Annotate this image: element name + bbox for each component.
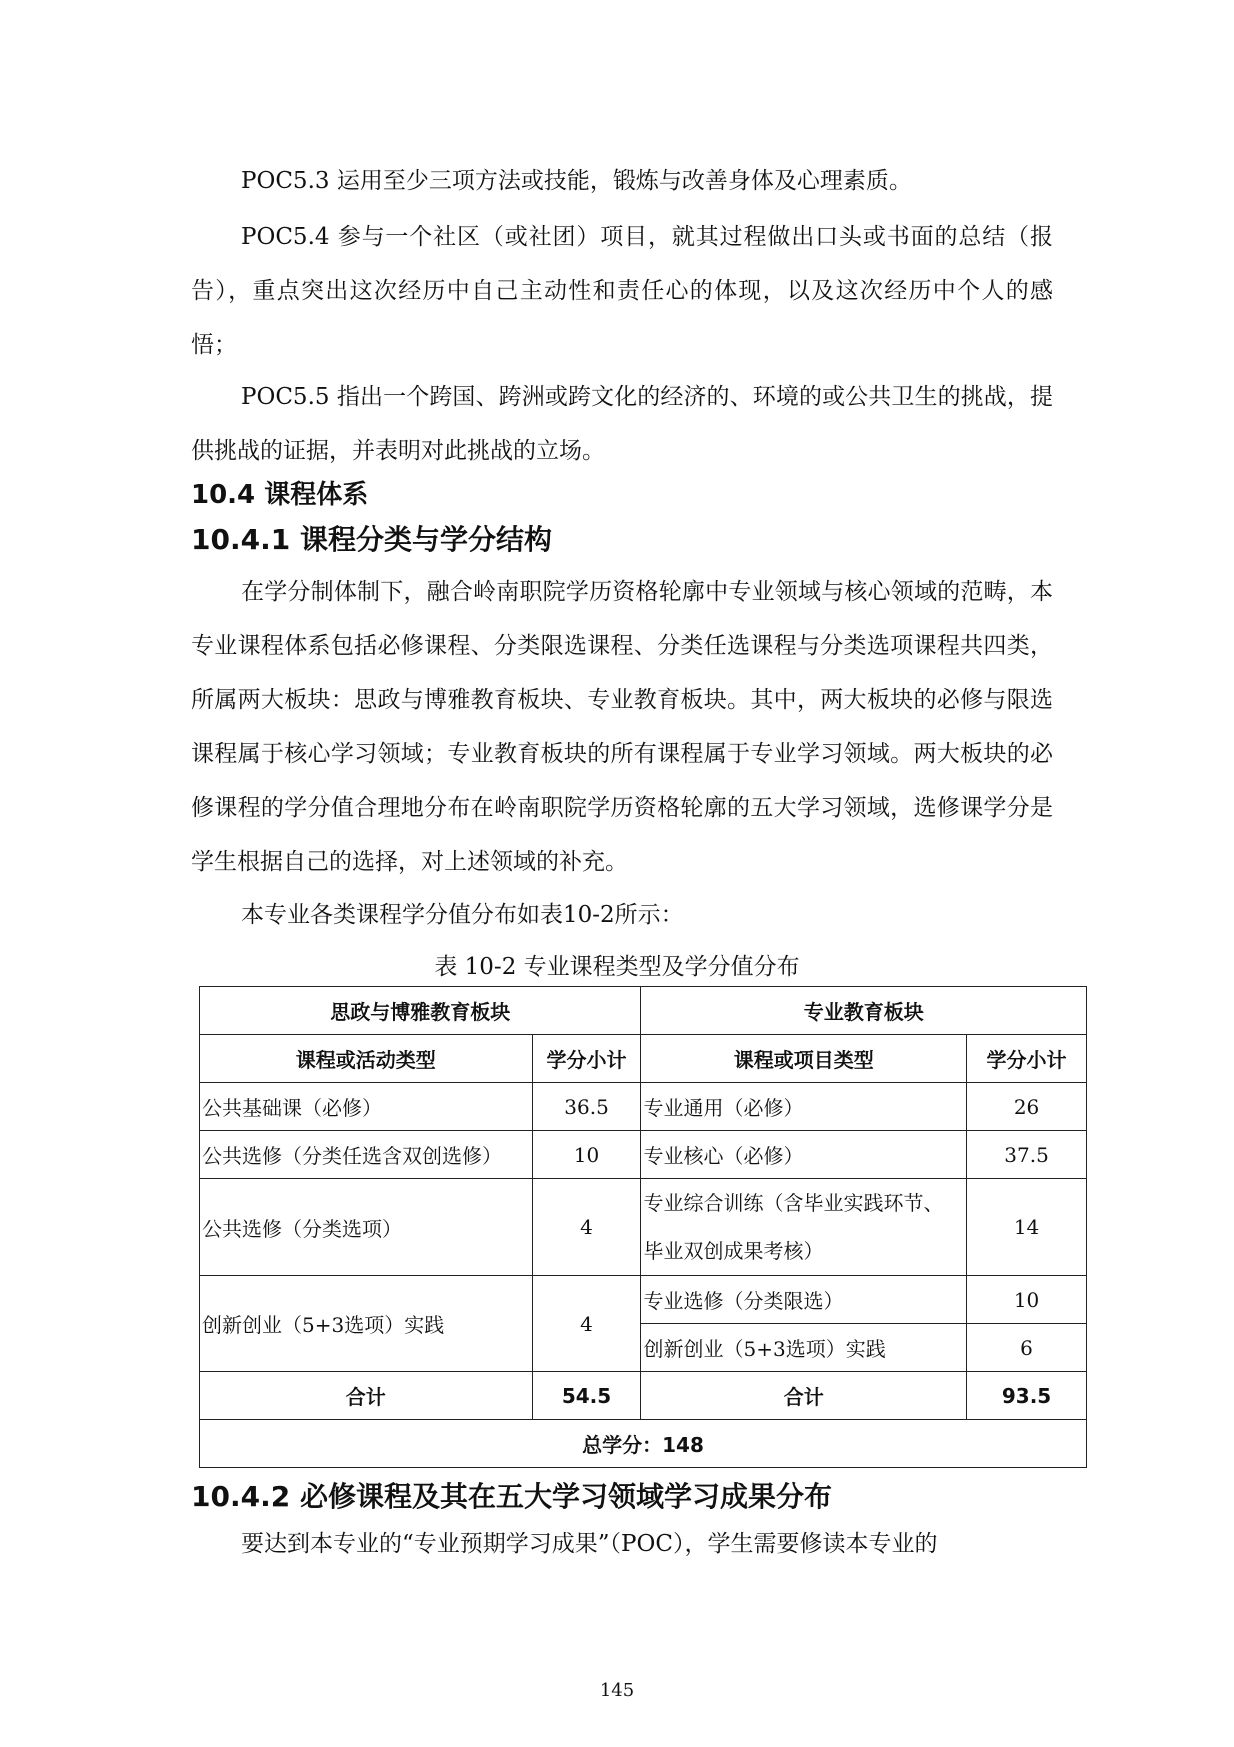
left-course-name: 创新创业（5+3选项）实践 xyxy=(200,1276,533,1372)
left-total-value: 54.5 xyxy=(532,1372,641,1420)
header-left-credit: 学分小计 xyxy=(532,1035,641,1083)
paragraph-table-ref: 本专业各类课程学分值分布如表10-2所示： xyxy=(241,902,684,928)
header-right-type: 课程或项目类型 xyxy=(641,1035,967,1083)
header-right-credit: 学分小计 xyxy=(967,1035,1087,1083)
credit-table xyxy=(199,986,1087,1468)
left-course-name: 公共选修（分类选项） xyxy=(200,1179,533,1276)
right-total-value: 93.5 xyxy=(967,1372,1087,1420)
header-left-type: 课程或活动类型 xyxy=(200,1035,533,1083)
right-course-credit: 37.5 xyxy=(967,1131,1087,1179)
left-course-name: 公共选修（分类任选含双创选修） xyxy=(200,1131,533,1179)
left-course-credit: 4 xyxy=(532,1179,641,1276)
right-course-name-line2: 毕业双创成果考核） xyxy=(643,1239,824,1263)
right-course-name: 专业核心（必修） xyxy=(641,1131,967,1179)
grand-total: 总学分：148 xyxy=(200,1420,1087,1468)
paragraph-poc5-5: POC5.5 指出一个跨国、跨洲或跨文化的经济的、环境的或公共卫生的挑战，提供挑战的证据，并表明对此挑战的立场。 xyxy=(191,384,1053,464)
right-course-credit: 14 xyxy=(967,1179,1087,1276)
right-course-name-line1: 专业综合训练（含毕业实践环节、 xyxy=(643,1191,944,1215)
heading-10-4: 10.4 课程体系 xyxy=(191,480,369,510)
table-caption: 表 10-2 专业课程类型及学分值分布 xyxy=(434,954,800,980)
right-course-name: 创新创业（5+3选项）实践 xyxy=(641,1324,967,1372)
header-right-group: 专业教育板块 xyxy=(641,987,1087,1035)
paragraph-poc5-3: POC5.3 运用至少三项方法或技能，锻炼与改善身体及心理素质。 xyxy=(241,168,912,194)
table-row xyxy=(200,1131,1087,1179)
left-course-credit: 10 xyxy=(532,1131,641,1179)
table-grand-total-row xyxy=(200,1420,1087,1468)
paragraph-last: 要达到本专业的“专业预期学习成果”（POC），学生需要修读本专业的 xyxy=(241,1531,938,1557)
left-total-label: 合计 xyxy=(200,1372,533,1420)
left-course-credit: 4 xyxy=(532,1276,641,1372)
left-course-credit: 36.5 xyxy=(532,1083,641,1131)
table-total-row xyxy=(200,1372,1087,1420)
paragraph-poc5-4: POC5.4 参与一个社区（或社团）项目，就其过程做出口头或书面的总结（报告），重点突出这次经历中自己主动性和责任心的体现，以及这次经历中个人的感悟； xyxy=(191,224,1053,358)
paragraph-intro: 在学分制体制下，融合岭南职院学历资格轮廓中专业领域与核心领域的范畴，本专业课程体系包括必修课程、分类限选课程、分类任选课程与分类选项课程共四类，所属两大板块：思政与博雅教育板块、专业教育板块。其中，两大板块的必修与限选课程属于核心学习领域；专业教育板块的所有课程属于专业学习领域。两大板块的必修课程的学分值合理地分布在岭南职院学历资格轮廓的五大学习领域，选修课学分是学生根据自己的选择，对上述领域的补充。 xyxy=(191,579,1053,875)
header-left-group: 思政与博雅教育板块 xyxy=(200,987,641,1035)
right-course-credit: 6 xyxy=(967,1324,1087,1372)
table-row xyxy=(200,1276,1087,1324)
heading-10-4-1: 10.4.1 课程分类与学分结构 xyxy=(191,523,552,556)
left-course-name: 公共基础课（必修） xyxy=(200,1083,533,1131)
right-course-credit: 26 xyxy=(967,1083,1087,1131)
table-group-header-row xyxy=(200,987,1087,1035)
right-course-name: 专业通用（必修） xyxy=(641,1083,967,1131)
right-course-credit: 10 xyxy=(967,1276,1087,1324)
right-course-name: 专业选修（分类限选） xyxy=(641,1276,967,1324)
table-column-header-row xyxy=(200,1035,1087,1083)
table-row xyxy=(200,1083,1087,1131)
page-number: 145 xyxy=(599,1680,635,1701)
right-total-label: 合计 xyxy=(641,1372,967,1420)
right-course-name xyxy=(641,1179,967,1276)
table-row xyxy=(200,1179,1087,1276)
heading-10-4-2: 10.4.2 必修课程及其在五大学习领域学习成果分布 xyxy=(191,1480,832,1513)
